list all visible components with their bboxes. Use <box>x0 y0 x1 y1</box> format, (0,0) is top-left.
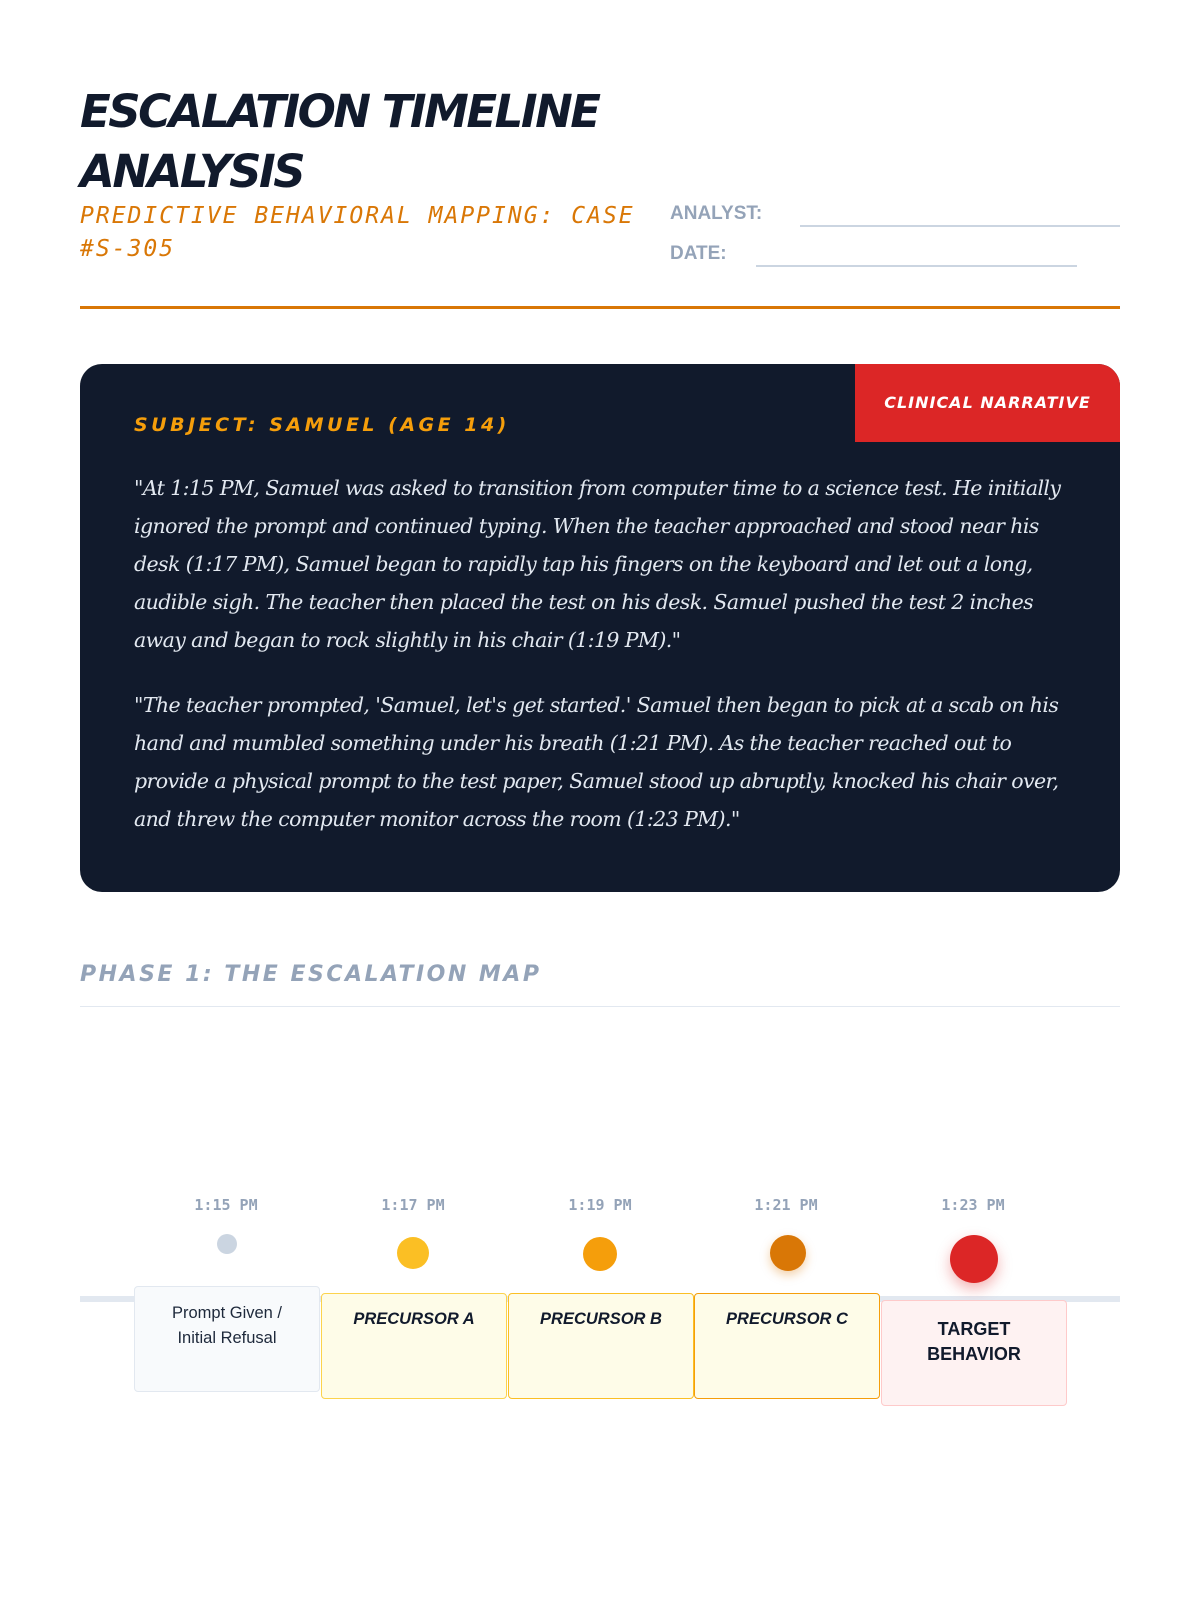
header-divider <box>80 306 1120 309</box>
timeline-time-1: 1:15 PM <box>194 1196 258 1214</box>
timeline-step-4[interactable] <box>694 1293 880 1399</box>
case-subtitle: PREDICTIVE BEHAVIORAL MAPPING: CASE #S-305 <box>80 203 635 262</box>
narrative-paragraph-1: "At 1:15 PM, Samuel was asked to transition from computer time to a science test. He initially ignored the prompt and continued typing. When the teacher approached and stood near his desk (1:17 PM), Samuel began to rapidly tap his fingers on the keyboard and let out a long, audible sigh. The teacher then placed the test on his desk. Samuel pushed the test 2 inches away and began to rock slightly in his chair (1:19 PM)." <box>134 476 1061 652</box>
timeline-time-4: 1:21 PM <box>754 1196 818 1214</box>
narrative-paragraph-2: "The teacher prompted, 'Samuel, let's get started.' Samuel then began to pick at a scab on his hand and mumbled something under his breath (1:21 PM). As the teacher reached out to provide a physical prompt to the test paper, Samuel stood up abruptly, knocked his chair over, and threw the computer monitor across the room (1:23 PM)." <box>134 693 1059 831</box>
timeline-step-2[interactable] <box>321 1293 507 1399</box>
analyst-label: ANALYST: <box>670 203 763 224</box>
timeline-time-2: 1:17 PM <box>381 1196 445 1214</box>
timeline-step-5-label: TARGET BEHAVIOR <box>927 1319 1021 1364</box>
analyst-field[interactable] <box>800 225 1120 227</box>
timeline-dot-1 <box>217 1234 237 1254</box>
page-title: ESCALATION TIMELINE ANALYSIS <box>80 85 599 198</box>
date-label: DATE: <box>670 243 727 264</box>
timeline-step-1[interactable] <box>134 1286 320 1392</box>
timeline-step-1-label: Prompt Given / Initial Refusal <box>171 1304 283 1347</box>
timeline-dot-2 <box>397 1237 429 1269</box>
timeline-dot-4 <box>770 1235 806 1271</box>
clinical-narrative-badge: CLINICAL NARRATIVE <box>855 364 1120 442</box>
clinical-narrative-card <box>80 364 1120 892</box>
date-field[interactable] <box>756 265 1077 267</box>
subject-label: SUBJECT: SAMUEL (AGE 14) <box>134 414 510 436</box>
timeline-step-5[interactable] <box>881 1300 1067 1406</box>
timeline-step-3-label: PRECURSOR B <box>540 1310 662 1328</box>
phase-divider <box>80 1006 1120 1007</box>
phase-heading: PHASE 1: THE ESCALATION MAP <box>80 962 542 987</box>
timeline-dot-3 <box>583 1237 617 1271</box>
timeline-dot-5 <box>950 1235 998 1283</box>
timeline-step-4-label: PRECURSOR C <box>726 1310 848 1328</box>
timeline-time-3: 1:19 PM <box>568 1196 632 1214</box>
timeline-time-5: 1:23 PM <box>941 1196 1005 1214</box>
timeline-step-3[interactable] <box>508 1293 694 1399</box>
timeline-step-2-label: PRECURSOR A <box>353 1310 475 1328</box>
